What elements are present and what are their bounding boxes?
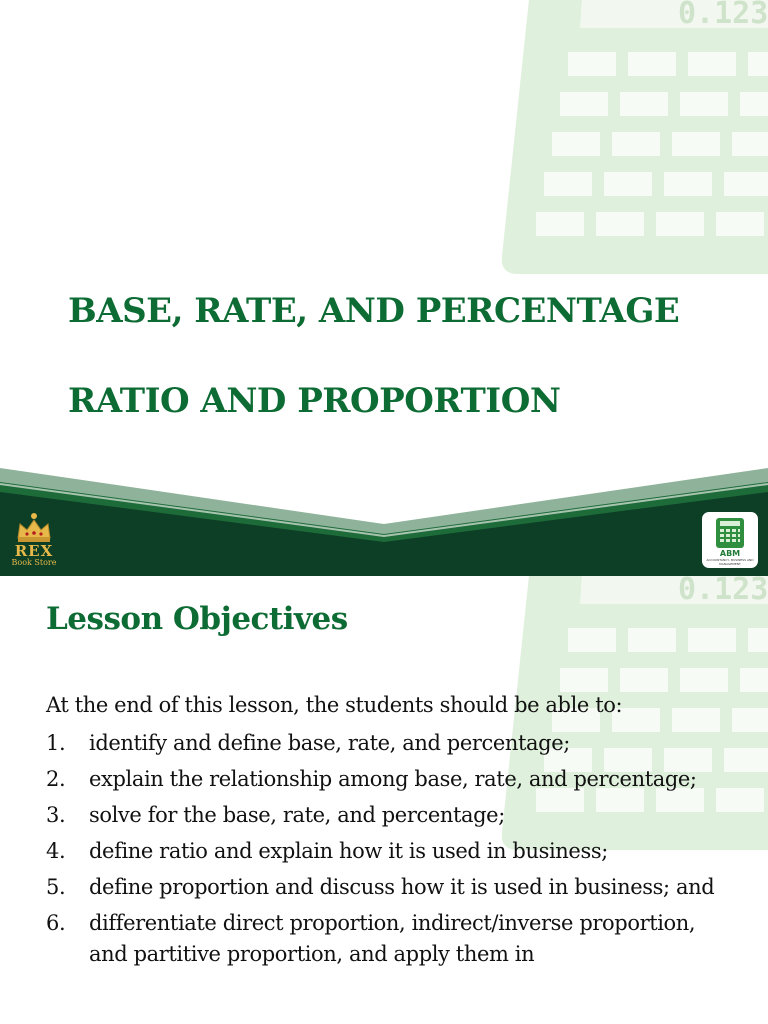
calculator-key	[628, 628, 676, 652]
calculator-display-text: 0.123	[678, 576, 768, 607]
objective-number: 2.	[46, 767, 66, 791]
abm-logo-subtitle: ACCOUNTANCY, BUSINESS AND MANAGEMENT	[706, 558, 754, 566]
calculator-key	[536, 212, 584, 236]
objective-number: 4.	[46, 839, 66, 863]
objective-number: 6.	[46, 911, 66, 935]
objectives-list	[46, 728, 736, 975]
calculator-background-graphic	[490, 0, 768, 280]
objective-text: define proportion and discuss how it is used in business; and	[89, 875, 715, 899]
calculator-key	[568, 52, 616, 76]
calculator-key	[568, 628, 616, 652]
objective-number: 5.	[46, 875, 66, 899]
abm-logo-name: ABM	[719, 549, 741, 558]
title-line-1: BASE, RATE, AND PERCENTAGE	[68, 291, 680, 331]
objective-number: 3.	[46, 803, 66, 827]
objective-item	[46, 728, 736, 759]
bottom-banner	[0, 462, 768, 576]
objective-text: define ratio and explain how it is used in business;	[89, 839, 608, 863]
calculator-key	[680, 92, 728, 116]
objective-number: 1.	[46, 731, 66, 755]
calculator-key	[664, 172, 712, 196]
objective-item	[46, 764, 736, 795]
calculator-key	[740, 668, 768, 692]
calculator-key	[688, 52, 736, 76]
calculator-key	[656, 212, 704, 236]
abm-strand-logo	[702, 512, 758, 568]
calculator-key	[596, 212, 644, 236]
title-line-2: RATIO AND PROPORTION	[68, 381, 561, 421]
objective-text: identify and define base, rate, and percentage;	[89, 731, 570, 755]
calculator-key	[672, 132, 720, 156]
calculator-icon	[715, 517, 745, 549]
crown-icon	[14, 512, 54, 544]
objectives-slide	[0, 576, 768, 1024]
calculator-key	[680, 668, 728, 692]
calculator-key	[552, 132, 600, 156]
objective-text: differentiate direct proportion, indirect/inverse proportion, and partitive proportion, and apply them in	[89, 911, 696, 966]
calculator-key	[620, 668, 668, 692]
calculator-key	[740, 92, 768, 116]
objective-item	[46, 908, 736, 970]
objective-item	[46, 872, 736, 903]
objective-text: solve for the base, rate, and percentage;	[89, 803, 505, 827]
calculator-key	[748, 52, 768, 76]
calculator-key	[612, 132, 660, 156]
calculator-display-text: 0.123	[678, 0, 768, 31]
calculator-key	[732, 132, 768, 156]
objective-item	[46, 836, 736, 867]
rex-logo-name: REX	[14, 542, 54, 560]
rex-logo-subtitle: Book Store	[11, 558, 57, 567]
calculator-key	[628, 52, 676, 76]
calculator-key	[688, 628, 736, 652]
calculator-key	[560, 668, 608, 692]
calculator-key	[716, 212, 764, 236]
objective-text: explain the relationship among base, rate, and percentage;	[89, 767, 697, 791]
calculator-key	[604, 172, 652, 196]
lesson-objectives-heading: Lesson Objectives	[46, 601, 348, 637]
calculator-key	[724, 172, 768, 196]
objectives-intro: At the end of this lesson, the students should be able to:	[46, 693, 623, 717]
objective-item	[46, 800, 736, 831]
calculator-key	[620, 92, 668, 116]
calculator-key	[544, 172, 592, 196]
calculator-key	[748, 628, 768, 652]
rex-book-store-logo	[6, 512, 62, 572]
calculator-key	[560, 92, 608, 116]
calculator-key	[732, 708, 768, 732]
